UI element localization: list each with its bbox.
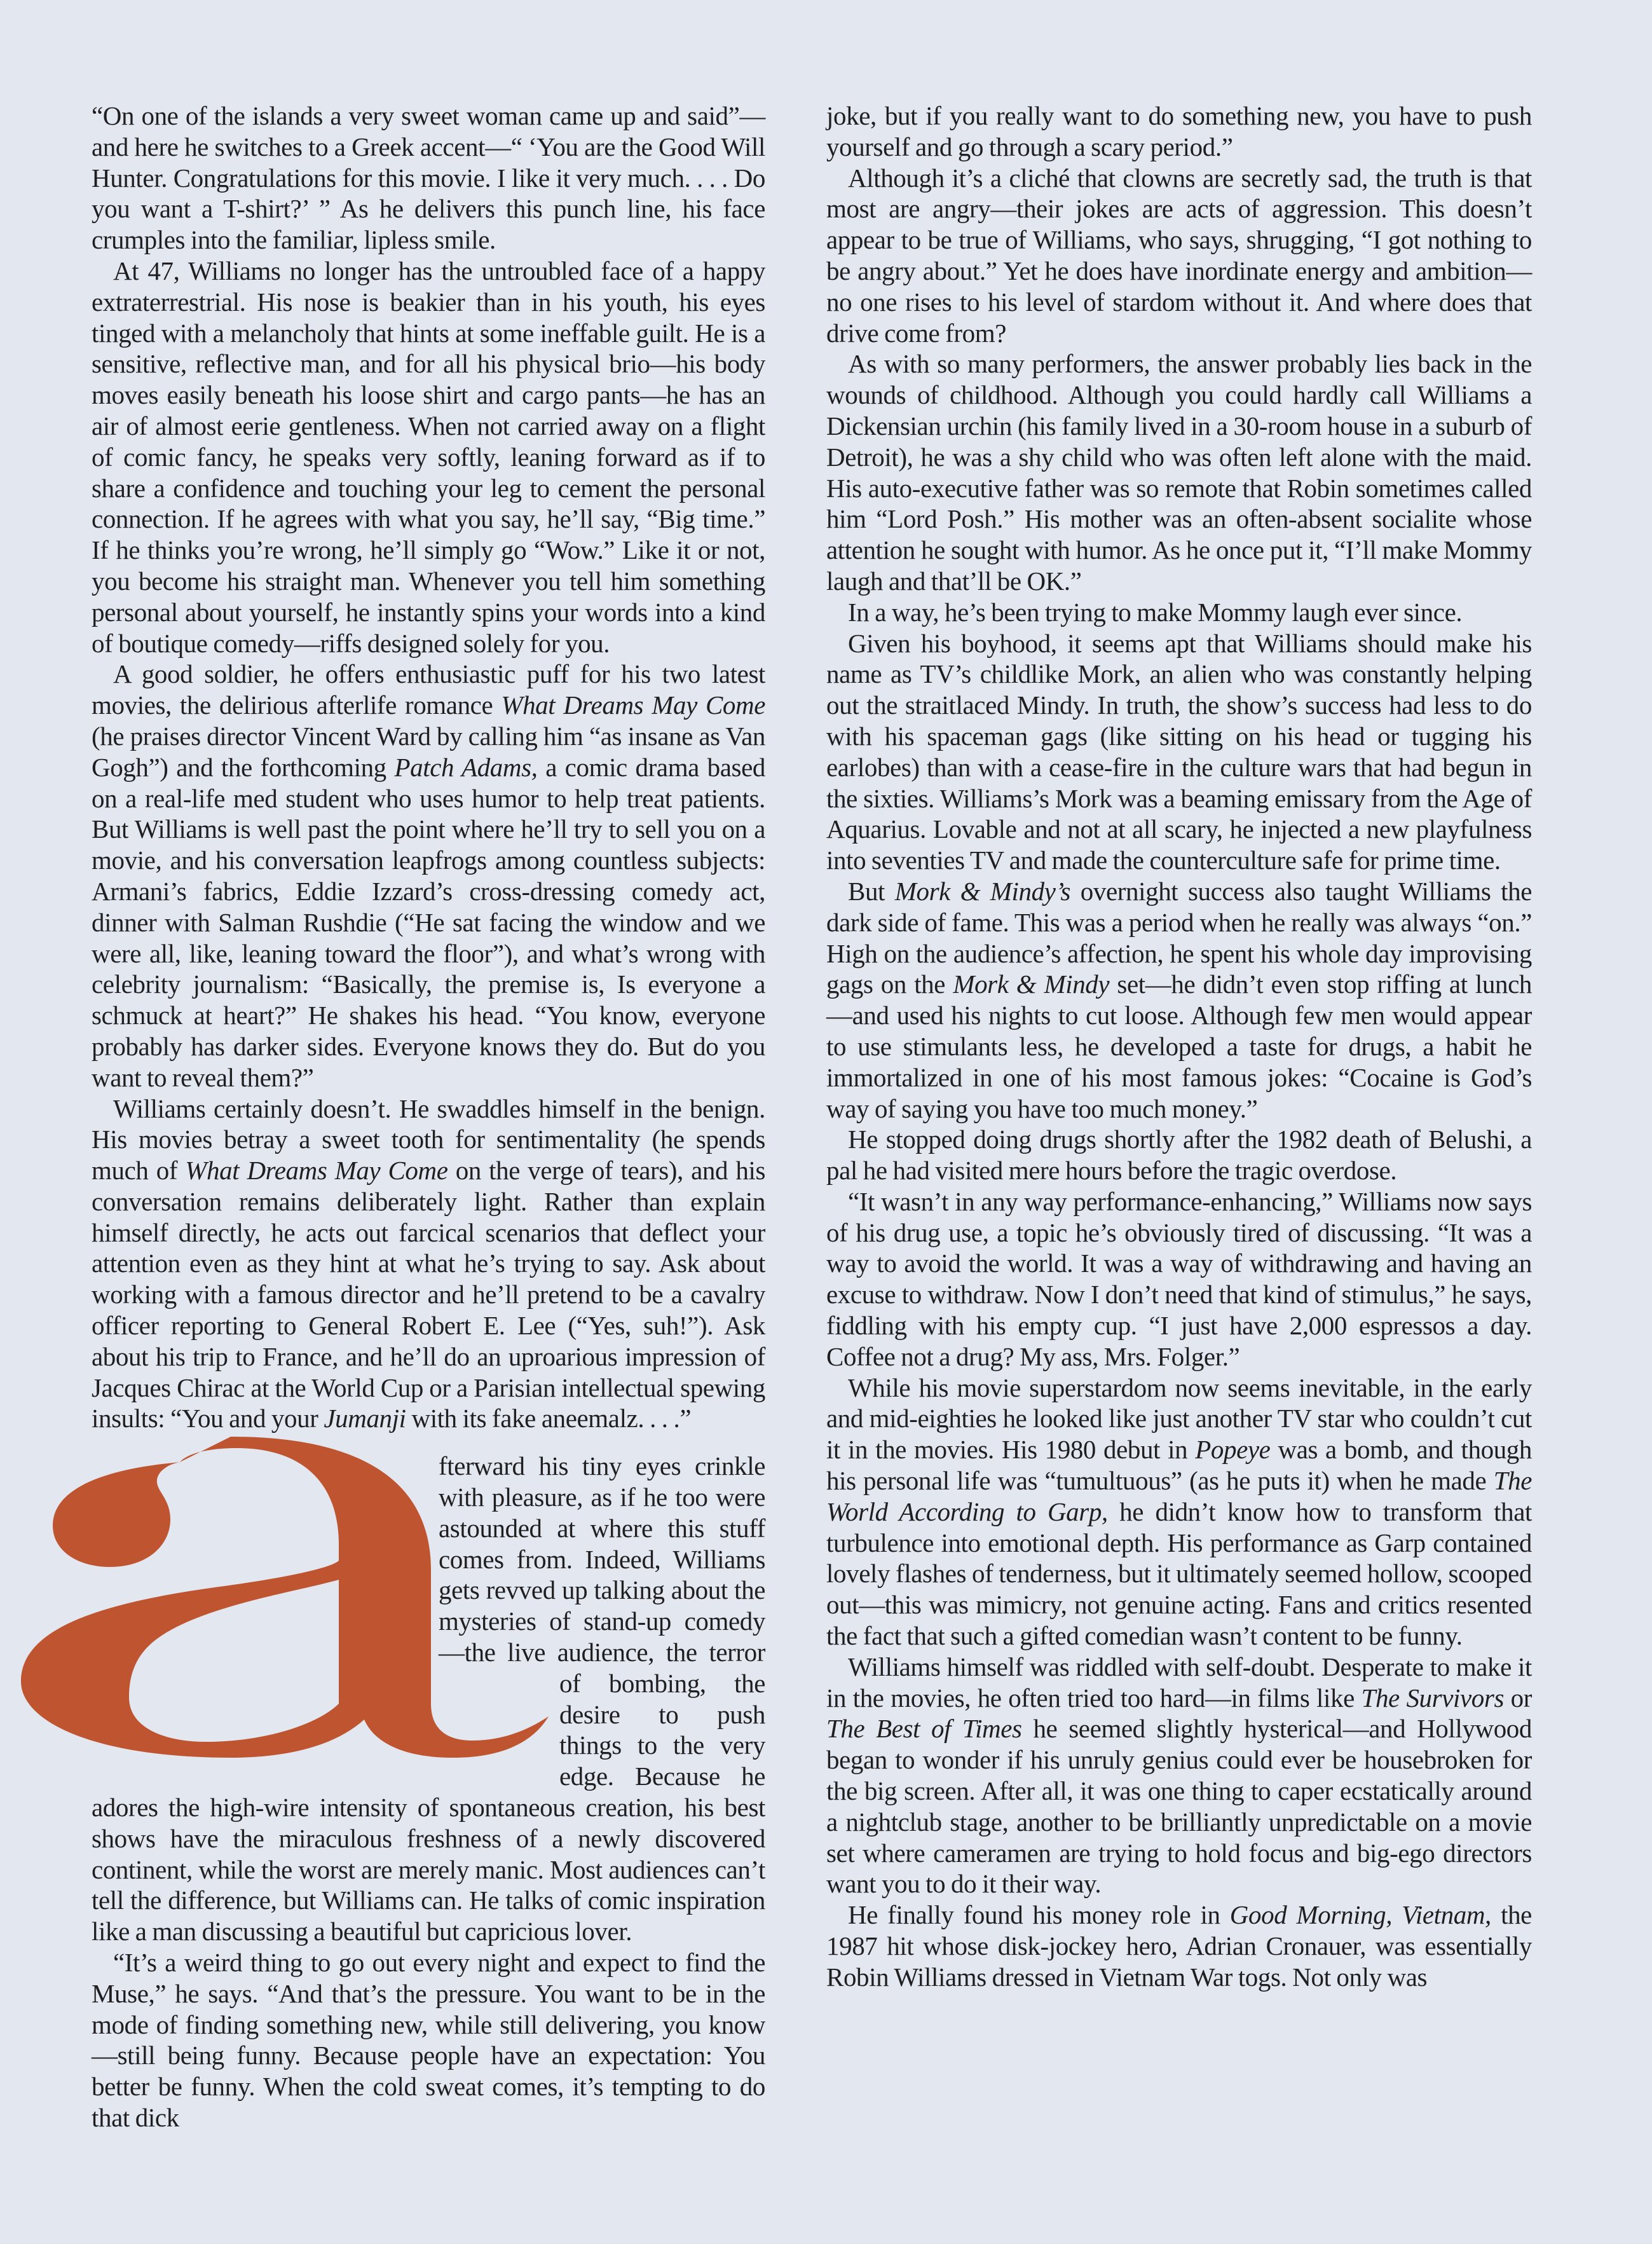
article-left-column [92,100,765,2133]
article-paragraph [92,100,765,256]
article-paragraph [826,163,1532,349]
article-paragraph [826,1372,1532,1652]
article-paragraph [92,1451,765,1947]
text-run: on the verge of tears), and his conversation remains deliberately light. Rather than explain himself directly, he acts out farcical scenarios that deflect your attention even as they hint at what he’s trying to say. Ask about working with a famous director and he’ll pretend to be a cavalry officer reporting to General Robert E. Lee (“Yes, suh!”). Ask about his trip to France, and he’ll do an uproarious impression of Jacques Chirac at the World Cup or a Parisian intellectual spewing insults: “You and your [92,1156,765,1433]
text-run: the 1987 hit whose disk-jockey hero, Adrian Cronauer, was essentially Robin Williams dressed in Vietnam War togs. Not only was [826,1900,1532,1992]
text-run: But [848,876,895,906]
text-run: set—he didn’t even stop riffing at lunch—and used his nights to cut loose. Although few men would appear to use stimulants less, he developed a taste for drugs, a habit he immortalized in one of his most famous jokes: “Cocaine is God’s way of saying you have too much money.” [826,969,1533,1123]
italic-title: The Survivors [1361,1683,1505,1713]
italic-title: What Dreams May Come [185,1156,448,1186]
article-paragraph [826,628,1532,876]
text-run: a comic drama based on a real-life med student who uses humor to help treat patients. But Williams is well past the point where he’ll try to sell you on a movie, and his conversation leapfrogs among countless subjects: Armani’s fabrics, Eddie Izzard’s cross-dressing comedy act, dinner with Salman Rushdie (“He sat facing the window and we were all, like, leaning toward the floor”), and what’s wrong with celebrity journalism: “Basically, the premise is, Is everyone a schmuck at heart?” He shakes his head. “You know, everyone probably has darker sides. Everyone knows they do. But do you want to reveal them?” [92,752,766,1092]
drop-cap-teardrop [53,1462,180,1567]
article-paragraph [92,1093,765,1435]
italic-title: Good Morning, Vietnam, [1229,1900,1491,1930]
article-paragraph [826,597,1532,628]
article-paragraph [92,1947,765,2133]
article-right-column [826,100,1532,1993]
article-paragraph [826,1124,1532,1186]
text-run: or [1504,1683,1532,1713]
text-run: He stopped doing drugs shortly after the 1982 death of Belushi, a pal he had visited mere hours before the tragic overdose. [826,1125,1532,1186]
article-paragraph [826,1186,1532,1372]
italic-title: Patch Adams, [394,752,538,782]
text-run: Williams certainly doesn’t. He swaddles himself in the benign. His movies betray a sweet tooth for sentimentality (he spends much of [92,1093,765,1186]
drop-cap [92,1451,559,1761]
text-run: In a way, he’s been trying to make Mommy laugh ever since. [848,597,1463,627]
text-run: he didn’t know how to transform that turbulence into emotional depth. His performance as Garp contained lovely flashes of tenderness, but it ultimately seemed hollow, scooped out—this was mimicry, not genuine acting. Fans and critics resented the fact that such a gifted comedian wasn’t content to be funny. [826,1496,1532,1651]
text-run: he seemed slightly hysterical—and Hollywood began to wonder if his unruly genius could ever be housebroken for the big screen. After all, it was one thing to caper ecstatically around a nightclub stage, another to be brilliantly unpredictable on a movie set where cameramen are trying to hold focus and big-ego directors want you to do it their way. [826,1714,1532,1899]
italic-title: Mork & Mindy’s [894,876,1071,906]
text-run: He finally found his money role in [848,1900,1230,1930]
text-run: “It’s a weird thing to go out every night and expect to find the Muse,” he says. “And that’s the pressure. You want to be in the mode of finding something new, while still delivering, you know—still being funny. Because people have an expectation: You better be funny. When the cold sweat comes, it’s tempting to do that dick [92,1948,765,2132]
text-run: Although it’s a cliché that clowns are secretly sad, the truth is that most are angry—their jokes are acts of aggression. This doesn’t appear to be true of Williams, who says, shrugging, “I got nothing to be angry about.” Yet he does have inordinate energy and ambition—no one rises to his level of stardom without it. And where does that drive come from? [826,163,1532,348]
drop-cap-letter [21,1437,549,1758]
italic-title: The Best of Times [826,1714,1022,1744]
article-paragraph [826,348,1532,596]
article-paragraph [92,659,765,1093]
text-run: Williams himself was riddled with self-doubt. Desperate to make it in the movies, he often tried too hard—in films like [826,1652,1532,1713]
text-run: overnight success also taught Williams the dark side of fame. This was a period when he really was always “on.” High on the audience’s affection, he spent his whole day improvising gags on the [826,876,1533,999]
text-run: A good soldier, he offers enthusiastic puff for his two latest movies, the delirious afterlife romance [92,659,765,720]
italic-title: Popeye [1195,1435,1271,1465]
text-run: “It wasn’t in any way performance-enhancing,” Williams now says of his drug use, a topic he’s obviously tired of discussing. “It was a way to avoid the world. It was a way of withdrawing and having an excuse to withdraw. Now I don’t need that kind of stimulus,” he says, fiddling with his empty cup. “I just have 2,000 espressos a day. Coffee not a drug? My ass, Mrs. Folger.” [826,1186,1532,1371]
italic-title: What Dreams May Come [501,690,766,720]
text-run: At 47, Williams no longer has the untroubled face of a happy extraterrestrial. His nose is beakier than in his youth, his eyes tinged with a melancholy that hints at some ineffable guilt. He is a sensitive, reflective man, and for all his physical brio—his body moves easily beneath his loose shirt and cargo pants—he has an air of almost eerie gentleness. When not carried away on a flight of comic fancy, he speaks very softly, leaning forward as if to share a confidence and touching your leg to cement the personal connection. If he agrees with what you say, he’ll say, “Big time.” If he thinks you’re wrong, he’ll simply go “Wow.” Like it or not, you become his straight man. Whenever you tell him something personal about yourself, he instantly spins your words into a kind of boutique comedy—riffs designed solely for you. [92,256,765,658]
italic-title: Mork & Mindy [953,969,1110,999]
article-paragraph [826,876,1532,1124]
text-run: fterward his tiny eyes crinkle with pleasure, as if he too were astounded at where this stuff comes from. Indeed, Williams gets revved up talking about the mysteries of stand-up comedy—the live audience, the terror of bombing, the desire to push things to the very edge. Because he adores the high-wire intensity of spontaneous creation, his best shows have the miraculous freshness of a newly discovered continent, while the worst are merely manic. Most audiences can’t tell the difference, but Williams can. He talks of comic inspiration like a man discussing a beautiful but capricious lover. [92,1451,765,1946]
text-run: While his movie superstardom now seems inevitable, in the early and mid-eighties he looked like just another TV star who couldn’t cut it in the movies. His 1980 debut in [826,1372,1532,1465]
text-run: (he praises director Vincent Ward by calling him “as insane as Van Gogh”) and the forthcoming [92,721,765,782]
text-run: joke, but if you really want to do something new, you have to push yourself and go through a scary period.” [826,101,1532,161]
article-paragraph [826,1899,1532,1992]
text-run: Given his boyhood, it seems apt that Williams should make his name as TV’s childlike Mork, an alien who was constantly helping out the straitlaced Mindy. In truth, the show’s success had less to do with his spaceman gags (like sitting on his head or tugging his earlobes) than with a cease-fire in the culture wars that had begun in the sixties. Williams’s Mork was a beaming emissary from the Age of Aquarius. Lovable and not at all scary, he injected a new playfulness into seventies TV and made the counterculture safe for prime time. [826,628,1532,875]
text-run: “On one of the islands a very sweet woman came up and said”—and here he switches to a Greek accent—“ ‘You are the Good Will Hunter. Congratulations for this movie. I like it very much. . . . Do you want a T-shirt?’ ” As he delivers this punch line, his face crumples into the familiar, lipless smile. [92,101,765,255]
text-run: with its fake aneemalz. . . .” [406,1404,692,1433]
article-paragraph [826,100,1532,163]
text-run: As with so many performers, the answer probably lies back in the wounds of childhood. Although you could hardly call Williams a Dickensian urchin (his family lived in a 30-room house in a suburb of Detroit), he was a shy child who was often left alone with the maid. His auto-executive father was so remote that Robin sometimes called him “Lord Posh.” His mother was an often-absent socialite whose attention he sought with humor. As he once put it, “I’ll make Mommy laugh and that’ll be OK.” [826,349,1532,596]
text-run: was a bomb, and though his personal life was “tumultuous” (as he puts it) when he made [826,1435,1532,1496]
italic-title: The World According to Garp, [826,1466,1532,1526]
article-paragraph [826,1652,1532,1899]
article-paragraph [92,256,765,659]
italic-title: Jumanji [324,1404,406,1433]
